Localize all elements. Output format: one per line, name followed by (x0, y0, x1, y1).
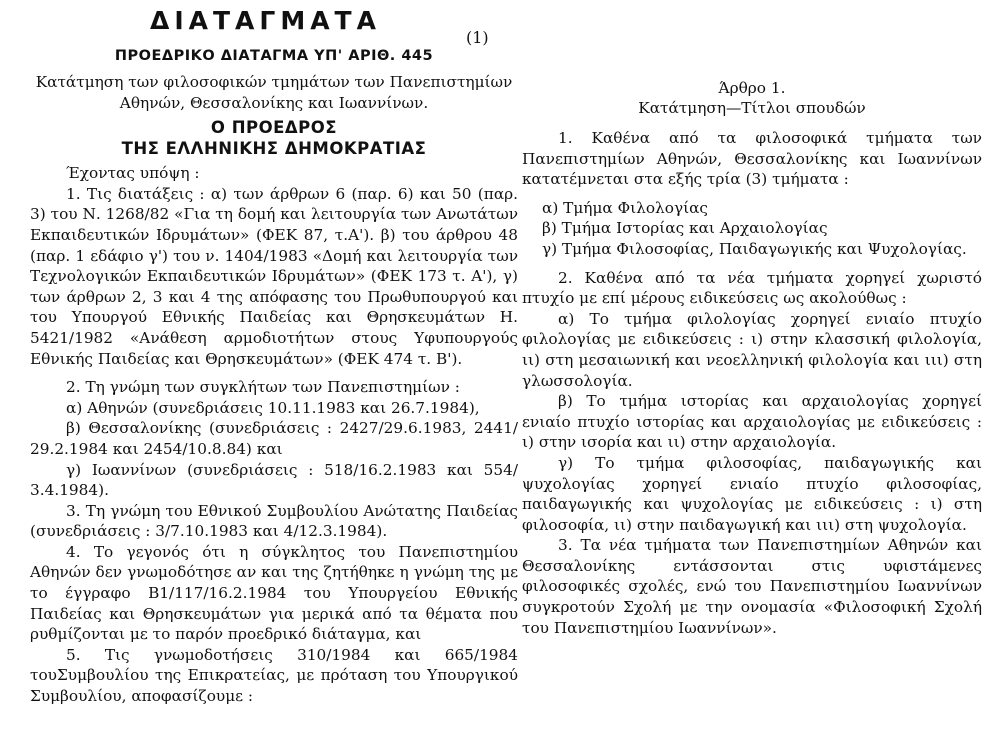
section-title: ΔΙΑΤΑΓΜΑΤΑ (150, 6, 381, 35)
article-1-item-2a: α) Το τμήμα φιλολογίας χορηγεί ενιαίο πτυχίο φιλολογίας με ειδικεύσεις : ι) στην κλασσική φιλολογία, ιι) στη μεσαιωνική και νεοελληνική φιλολογία και ιιι) στη γλωσσολογία. (522, 309, 982, 390)
article-1-item-2c: γ) Το τμήμα φιλοσοφίας, παιδαγωγικής και ψυχολογίας χορηγεί ενιαίο πτυχίο φιλοσοφίας, παιδαγωγικής και ψυχολογίας με ειδικεύσεις : ι) στη φιλοσοφία, ιι) στην παιδαγωγική και ιιι) στη ψυχολογία. (522, 453, 982, 534)
article-1-paragraph-3: 3. Τα νέα τμήματα των Πανεπιστημίων Αθηνών και Θεσσαλονίκης εντάσσονται στις υφιστάμενες φιλοσοφικές σχολές, ενώ του Πανεπιστημίου Ιωαννίνων συγκροτούν Σχολή με την ονομασία «Φιλοσοφική Σχολή του Πανεπιστημίου Ιωαννίνων». (522, 536, 982, 637)
recital-paragraph-5: 5. Τις γνωμοδοτήσεις 310/1984 και 665/1984 τουΣυμβουλίου της Επικρατείας, με πρόταση του Υπουργικού Συμβουλίου, αποφασίζουμε : (30, 645, 518, 706)
recital-paragraph-1: 1. Τις διατάξεις : α) των άρθρων 6 (παρ. 6) και 50 (παρ. 3) του Ν. 1268/82 «Για τη δομή και λειτουργία των Ανωτάτων Εκπαιδευτικών Ιδρυμάτων» (ΦΕΚ 87, τ.Α'). β) του άρθρου 48 (παρ. 1 εδάφιο γ') του ν. 1404/1983 «Δομή και λειτουργία των Τεχνολογικών Εκπαιδευτικών Ιδρυμάτων» (ΦΕΚ 173 τ. Α'), γ) των άρθρων 2, 3 και 4 της απόφασης του Πρωθυπουργού και του Υπουργού Εθνικής Παιδείας και Θρησκευμάτων Η. 5421/1982 «Ανάθεση αρμοδιοτήτων στους Υφυπουργούς Εθνικής Παιδείας και Θρησκευμάτων» (ΦΕΚ 474 τ. Β'). (30, 184, 518, 368)
article-1-paragraph-1: 1. Καθένα από τα φιλοσοφικά τμήματα των Πανεπιστημίων Αθηνών, Θεσσαλονίκης και Ιωαννίνων κατατέμνεται στα εξής τρία (3) τμήματα : (522, 129, 982, 189)
recital-item-2b: β) Θεσσαλονίκης (συνεδριάσεις : 2427/29.6.1983, 2441/ 29.2.1984 και 2454/10.8.84) και (30, 419, 518, 458)
department-item-c: γ) Τμήμα Φιλοσοφίας, Παιδαγωγικής και Ψυχολογίας. (542, 239, 967, 258)
recital-item-2c: γ) Ιωαννίνων (συνεδριάσεις : 518/16.2.1983 και 554/ 3.4.1984). (30, 460, 518, 500)
right-column (522, 0, 982, 638)
having-regard: Έχοντας υπόψη : (66, 164, 200, 183)
decree-subject: Κατάτμηση των φιλοσοφικών τμημάτων των Πανεπιστημίων Αθηνών, Θεσσαλονίκης και Ιωαννίνων. (35, 73, 513, 112)
left-column (30, 0, 518, 707)
document-header (30, 0, 518, 34)
article-1-subtitle: Κατάτμηση—Τίτλοι σπουδών (638, 99, 866, 117)
recital-paragraph-2-intro: 2. Τη γνώμη των συγκλήτων των Πανεπιστημίων : (66, 378, 460, 397)
article-1-title: Άρθρο 1. (718, 79, 786, 97)
recital-item-2a: α) Αθηνών (συνεδριάσεις 10.11.1983 και 26.7.1984), (66, 398, 480, 417)
article-1-item-2b: β) Το τμήμα ιστορίας και αρχαιολογίας χορηγεί ενιαίο πτυχίο ιστορίας και αρχαιολογίας με ειδικεύσεις : ι) στην ισορία και ιι) στην αρχαιολογία. (522, 392, 982, 452)
recital-paragraph-4: 4. Το γεγονός ότι η σύγκλητος του Πανεπιστημίου Αθηνών δεν γνωμοδότησε αν και της ζητήθηκε η γνώμη της με το έγγραφο Β1/117/16.2.1984 του Υπουργείου Εθνικής Παιδείας και Θρησκευμάτων για μερικά από τα θέματα που ρυθμίζονται με το παρόν προεδρικό διάταγμα, και (30, 542, 518, 644)
page-number: (1) (466, 28, 489, 47)
president-title-line2: ΤΗΣ ΕΛΛΗΝΙΚΗΣ ΔΗΜΟΚΡΑΤΙΑΣ (121, 139, 427, 159)
article-1-paragraph-2-intro: 2. Καθένα από τα νέα τμήματα χορηγεί χωριστό πτυχίο με επί μέρους ειδικεύσεις ως ακολούθως : (522, 268, 982, 308)
department-item-a: α) Τμήμα Φιλολογίας (542, 198, 708, 217)
president-title-line1: Ο ΠΡΟΕΔΡΟΣ (210, 118, 338, 138)
recital-paragraph-3: 3. Τη γνώμη του Εθνικού Συμβουλίου Ανώτατης Παιδείας (συνεδριάσεις : 3/7.10.1983 και 4/12.3.1984). (30, 501, 518, 541)
decree-heading: ΠΡΟΕΔΡΙΚΟ ΔΙΑΤΑΓΜΑ ΥΠ' ΑΡΙΘ. 445 (114, 48, 434, 64)
department-item-b: β) Τμήμα Ιστορίας και Αρχαιολογίας (542, 219, 828, 238)
